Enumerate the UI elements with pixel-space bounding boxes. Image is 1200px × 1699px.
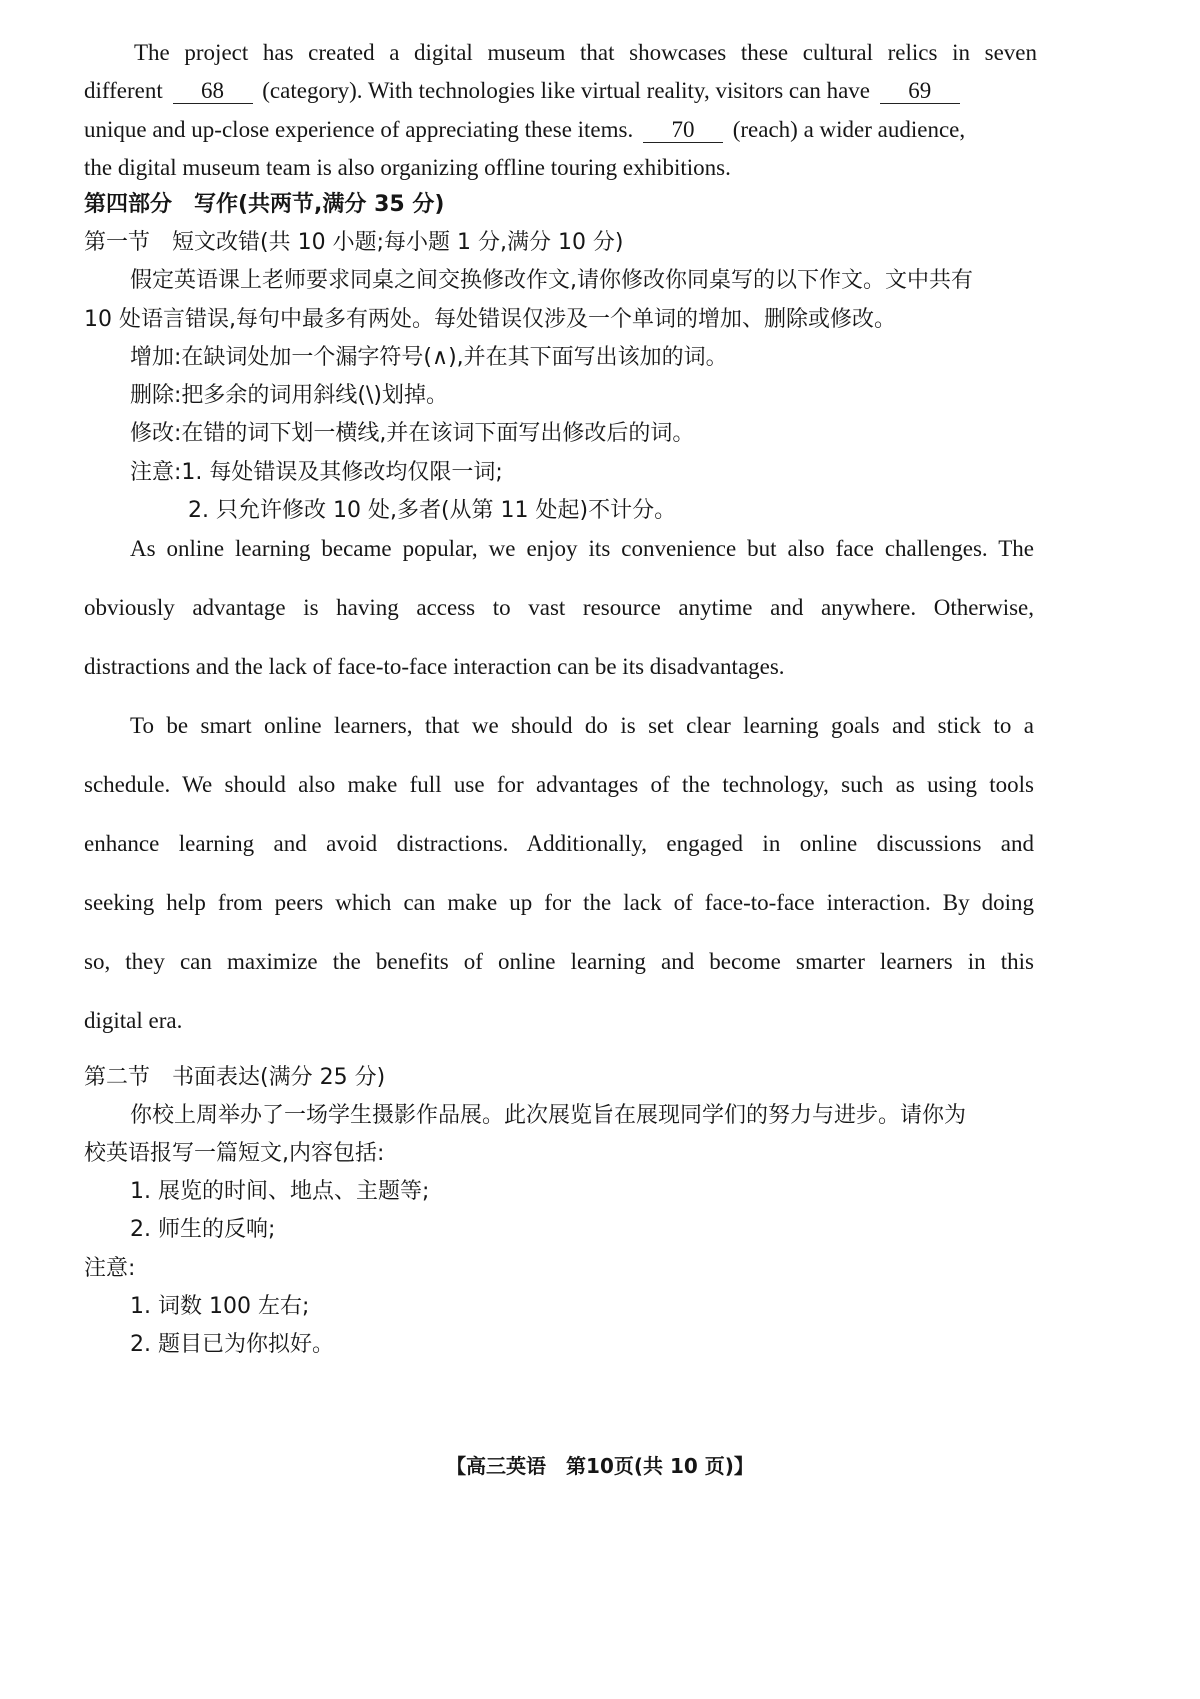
section2-note-label: 注意: (84, 1256, 136, 1281)
section2-prompt-line-1: 你校上周举办了一场学生摄影作品展。此次展览旨在展现同学们的努力与进步。请你为 (130, 1103, 967, 1128)
essay-line-2: obviously advantage is having access to vast resource anytime and anywhere. Otherwise, (84, 595, 1034, 620)
section1-intro-line-1: 假定英语课上老师要求同桌之间交换修改作文,请你修改你同桌写的以下作文。文中共有 (130, 268, 973, 293)
essay-line-3: distractions and the lack of face-to-face interaction can be its disadvantages. (84, 654, 785, 679)
essay-line-5: schedule. We should also make full use for advantages of the technology, such as using tools (84, 772, 1034, 797)
section2-prompt-line-2: 校英语报写一篇短文,内容包括: (84, 1141, 385, 1166)
cloze-text: different (84, 78, 163, 103)
essay-line-4: To be smart online learners, that we should do is set clear learning goals and stick to a (130, 713, 1034, 738)
cloze-text: unique and up-close experience of appreciating these items. (84, 117, 634, 142)
essay-line-1: As online learning became popular, we enjoy its convenience but also face challenges. The (130, 536, 1034, 561)
section2-item-1: 1. 展览的时间、地点、主题等; (130, 1179, 430, 1204)
essay-line-9: digital era. (84, 1008, 183, 1033)
blank-68: 68 (173, 79, 253, 104)
rule-modify: 修改:在错的词下划一横线,并在该词下面写出修改后的词。 (130, 421, 695, 446)
cloze-line-1: The project has created a digital museum that showcases these cultural relics in seven (134, 40, 1037, 65)
section2-item-2: 2. 师生的反响; (130, 1217, 276, 1242)
page-footer: 【高三英语 第10页(共 10 页)】 (446, 1454, 754, 1478)
essay-line-6: enhance learning and avoid distractions. Additionally, engaged in online discussions and (84, 831, 1034, 856)
section1-heading: 第一节 短文改错(共 10 小题;每小题 1 分,满分 10 分) (84, 230, 624, 255)
section2-note-1: 1. 词数 100 左右; (130, 1294, 310, 1319)
cloze-text: (reach) a wider audience, (732, 117, 966, 142)
part4-heading: 第四部分 写作(共两节,满分 35 分) (84, 192, 445, 217)
note-2: 2. 只允许修改 10 处,多者(从第 11 处起)不计分。 (188, 498, 677, 523)
cloze-line-3 (84, 118, 965, 143)
blank-70: 70 (643, 118, 723, 143)
cloze-line-4: the digital museum team is also organizing offline touring exhibitions. (84, 155, 731, 180)
section1-intro-line-2: 10 处语言错误,每句中最多有两处。每处错误仅涉及一个单词的增加、删除或修改。 (84, 307, 896, 332)
rule-delete: 删除:把多余的词用斜线(\)划掉。 (130, 383, 448, 408)
rule-add: 增加:在缺词处加一个漏字符号(∧),并在其下面写出该加的词。 (130, 345, 728, 370)
section2-note-2: 2. 题目已为你拟好。 (130, 1332, 334, 1357)
note-1: 注意:1. 每处错误及其修改均仅限一词; (130, 460, 503, 485)
essay-line-7: seeking help from peers which can make up for the lack of face-to-face interaction. By doing (84, 890, 1034, 915)
cloze-text: (category). With technologies like virtual reality, visitors can have (262, 78, 871, 103)
blank-69: 69 (880, 79, 960, 104)
section2-heading: 第二节 书面表达(满分 25 分) (84, 1065, 386, 1090)
essay-line-8: so, they can maximize the benefits of online learning and become smarter learners in this (84, 949, 1034, 974)
cloze-line-2 (84, 79, 964, 104)
